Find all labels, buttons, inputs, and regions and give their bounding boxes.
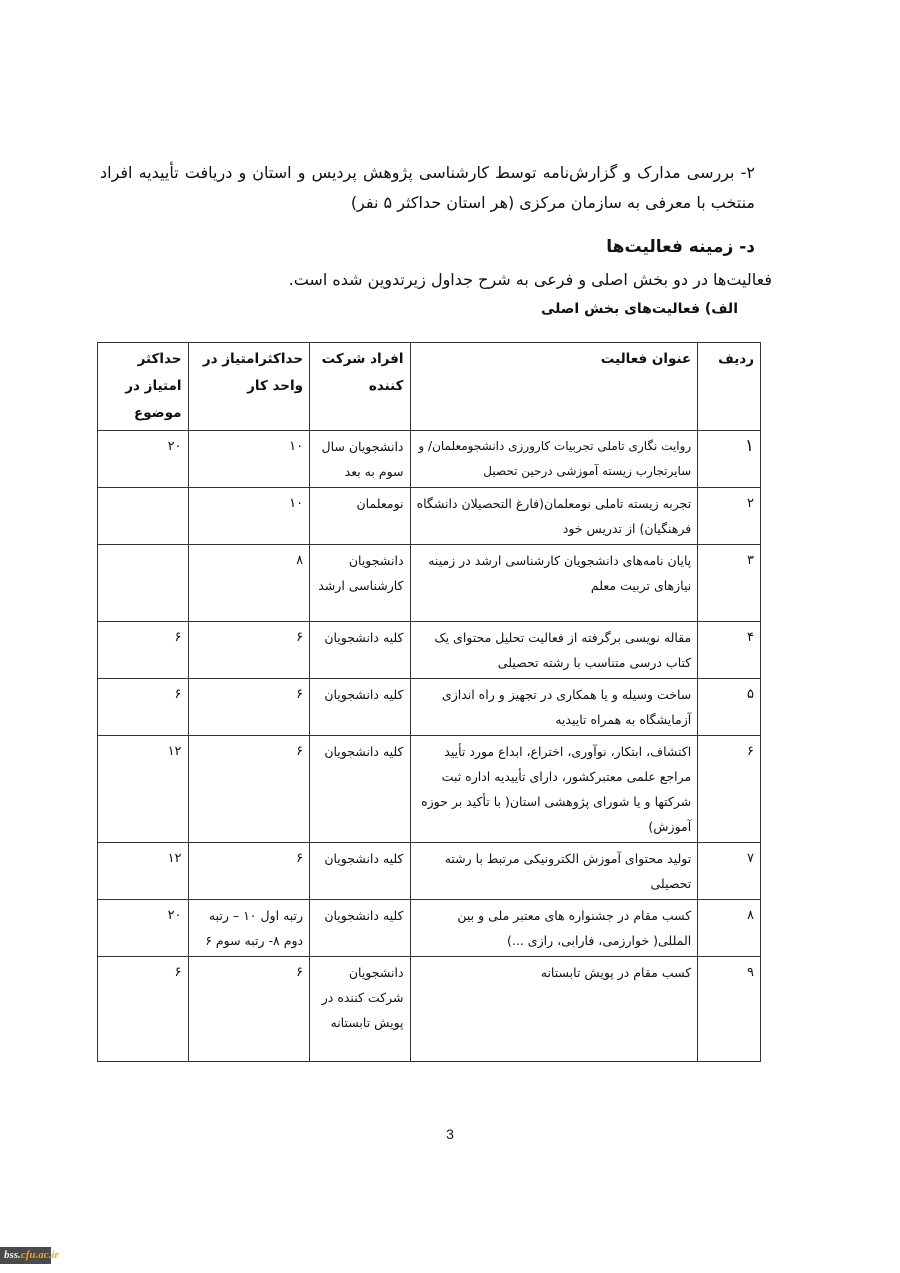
participants: نومعلمان <box>310 488 410 545</box>
table-row <box>98 843 761 900</box>
row-number: ۸ <box>698 900 761 957</box>
section-heading: د- زمینه فعالیت‌ها <box>606 237 755 257</box>
row-number: ۶ <box>698 736 761 843</box>
header-unit-score: حداکثرامتیاز در واحد کار <box>188 343 310 431</box>
activity-title: تولید محتوای آموزش الکترونیکی مرتبط با رشته تحصیلی <box>410 843 698 900</box>
unit-score: ۱۰ <box>188 431 310 488</box>
max-score: ۲۰ <box>98 900 189 957</box>
participants: کلیه دانشجویان <box>310 622 410 679</box>
participants: کلیه دانشجویان <box>310 736 410 843</box>
unit-score: ۶ <box>188 736 310 843</box>
max-score: ۲۰ <box>98 431 189 488</box>
max-score: ۶ <box>98 622 189 679</box>
max-score <box>98 488 189 545</box>
row-number: ۹ <box>698 957 761 1062</box>
watermark-prefix: bss. <box>4 1249 21 1261</box>
max-score: ۶ <box>98 679 189 736</box>
table-row <box>98 545 761 622</box>
table-row <box>98 622 761 679</box>
activity-title: تجربه زیسته تاملی نومعلمان(فارغ التحصیلان دانشگاه فرهنگیان) از تدریس خود <box>410 488 698 545</box>
row-number: ۴ <box>698 622 761 679</box>
header-participants: افراد شرکت کننده <box>310 343 410 431</box>
header-activity-title: عنوان فعالیت <box>410 343 698 431</box>
max-score: ۱۲ <box>98 843 189 900</box>
table-row <box>98 431 761 488</box>
watermark-domain: cfu.ac.ir <box>20 1249 59 1261</box>
table-row <box>98 900 761 957</box>
unit-score: ۶ <box>188 679 310 736</box>
activity-title: مقاله نویسی برگرفته از فعالیت تحلیل محتوای یک کتاب درسی متناسب با رشته تحصیلی <box>410 622 698 679</box>
numbered-paragraph-2: ۲- بررسی مدارک و گزارش‌نامه توسط کارشناسی پژوهش پردیس و استان و دریافت تأییدیه افراد منتخب با معرفی به سازمان مرکزی (هر استان حداکثر ۵ نفر) <box>100 163 755 212</box>
participants: کلیه دانشجویان <box>310 843 410 900</box>
unit-score: ۱۰ <box>188 488 310 545</box>
row-number: ۷ <box>698 843 761 900</box>
participants: کلیه دانشجویان <box>310 900 410 957</box>
activity-title: کسب مقام در جشنواره های معتبر ملی و بین المللی( خوارزمی، فارابی، رازی ...) <box>410 900 698 957</box>
participants: دانشجویان شرکت کننده در پویش تابستانه <box>310 957 410 1062</box>
activity-title: پایان نامه‌های دانشجویان کارشناسی ارشد در زمینه نیازهای تربیت معلم <box>410 545 698 622</box>
table-row <box>98 679 761 736</box>
participants: دانشجویان سال سوم به بعد <box>310 431 410 488</box>
main-activities-table <box>97 342 761 1062</box>
header-row-number: ردیف <box>698 343 761 431</box>
header-max-score: حداکثر امتیاز در موضوع <box>98 343 189 431</box>
participants: کلیه دانشجویان <box>310 679 410 736</box>
row-number: ۳ <box>698 545 761 622</box>
site-watermark <box>0 1247 59 1264</box>
unit-score: ۶ <box>188 622 310 679</box>
page-number: 3 <box>446 1126 454 1142</box>
table-header-row <box>98 343 761 431</box>
max-score: ۶ <box>98 957 189 1062</box>
unit-score: ۶ <box>188 843 310 900</box>
unit-score: ۸ <box>188 545 310 622</box>
activity-title: روایت نگاری تاملی تجربیات کارورزی دانشجومعلمان/ و سایرتجارب زیسته آموزشی درحین تحصیل <box>410 431 698 488</box>
table-row <box>98 488 761 545</box>
row-number: ۱ <box>698 431 761 488</box>
max-score <box>98 545 189 622</box>
max-score: ۱۲ <box>98 736 189 843</box>
row-number: ۵ <box>698 679 761 736</box>
activity-title: ساخت وسیله و یا همکاری در تجهیز و راه اندازی آزمایشگاه به همراه تاییدیه <box>410 679 698 736</box>
participants: دانشجویان کارشناسی ارشد <box>310 545 410 622</box>
unit-score: رتبه اول ۱۰ – رتبه دوم ۸- رتبه سوم ۶ <box>188 900 310 957</box>
table-row <box>98 736 761 843</box>
activity-title: کسب مقام در پویش تابستانه <box>410 957 698 1062</box>
unit-score: ۶ <box>188 957 310 1062</box>
activity-title: اکتشاف، ابتکار، نوآوری، اختراع، ابداع مورد تأیید مراجع علمی معتبرکشور، دارای تأییدیه اداره ثبت شرکتها و یا شورای پژوهشی استان( با تأکید بر حوزه آموزش) <box>410 736 698 843</box>
row-number: ۲ <box>698 488 761 545</box>
intro-paragraph: فعالیت‌ها در دو بخش اصلی و فرعی به شرح جداول زیرتدوین شده است. <box>288 270 772 289</box>
table-caption: الف) فعالیت‌های بخش اصلی <box>540 301 738 317</box>
table-row <box>98 957 761 1062</box>
